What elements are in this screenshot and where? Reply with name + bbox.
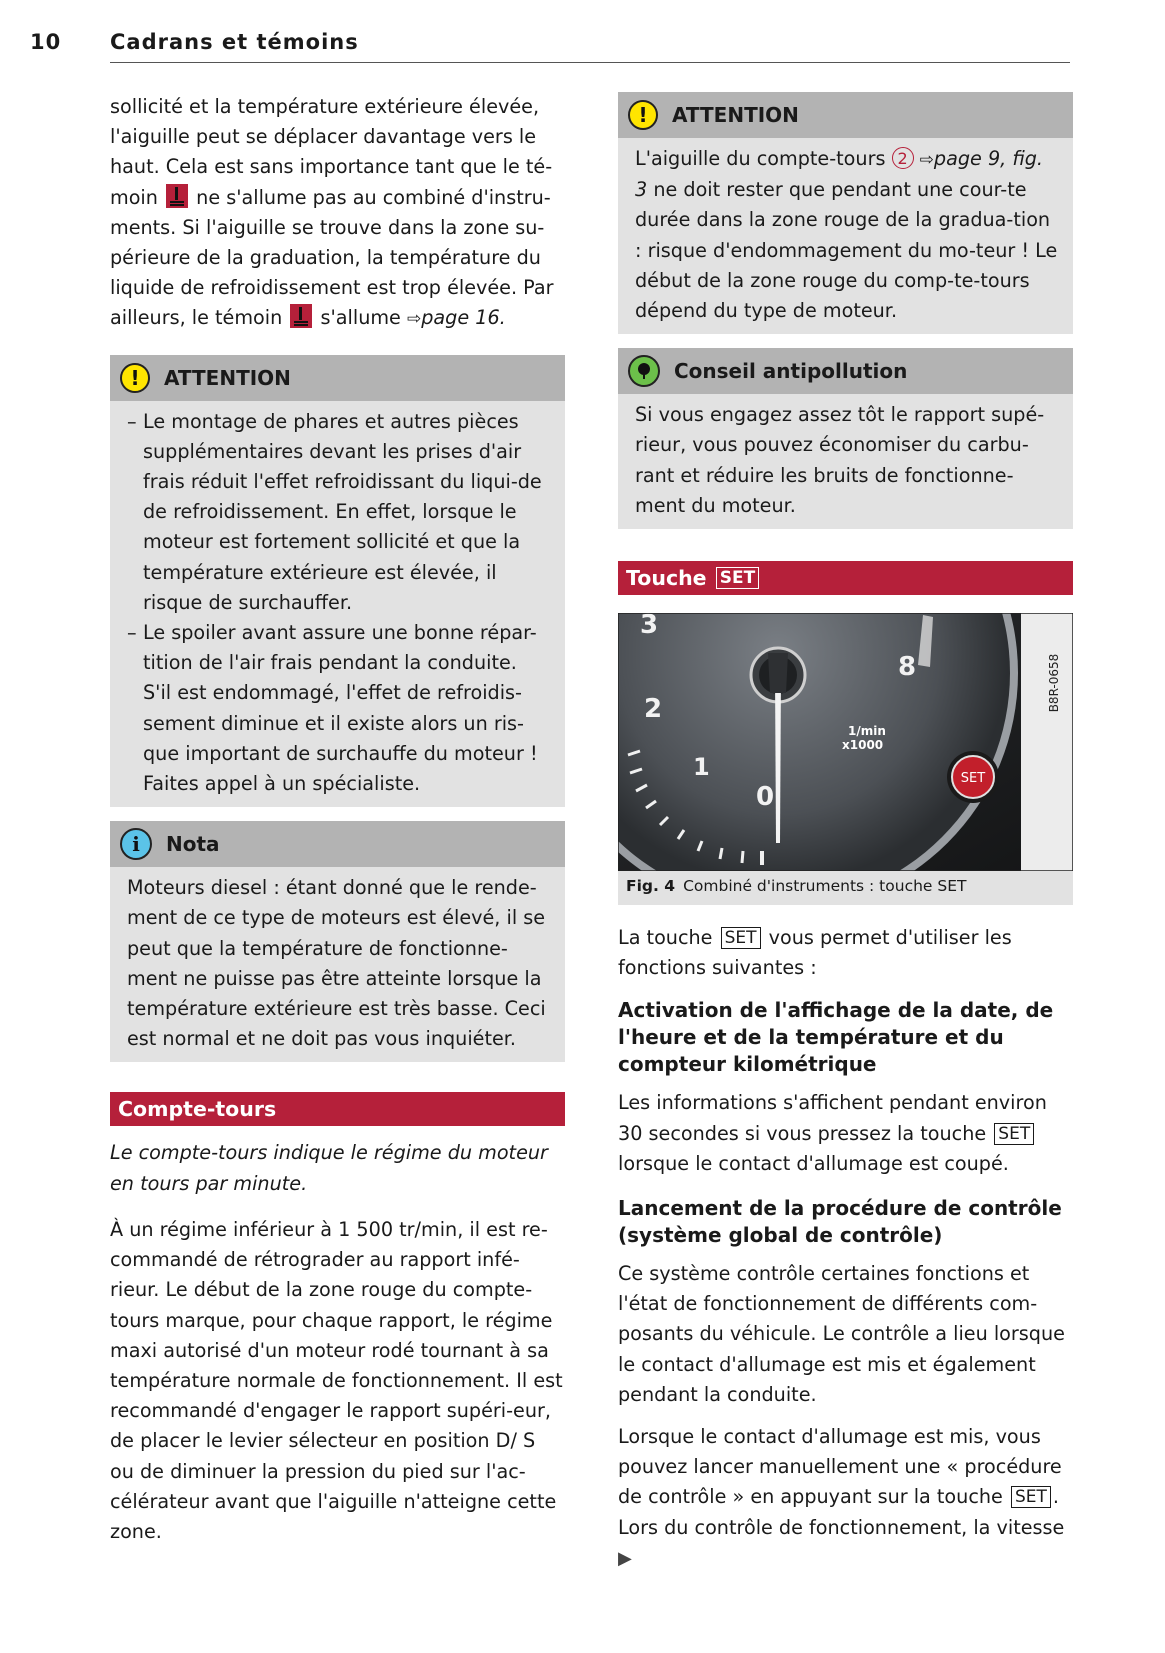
section-body: À un régime inférieur à 1 500 tr/min, il est re-commandé de rétrograder au rapport infé-rieur. Le début de la zone rouge du compte-tours marque, pour chaque rapport, le régime maxi autorisé d'un moteur rodé tournant à sa température normale de fonctionnement. Il est recommandé d'engager le rapport supéri-eur, de placer le levier sélecteur en position D/ S ou de diminuer la pression du pied sur l'ac-célérateur avant que l'aiguille n'atteigne cette zone.: [110, 1217, 563, 1543]
text-span: Lorsque le contact d'allumage est mis, vous pouvez lancer manuellement une « procédure de contrôle » en appuyant sur la touche: [618, 1425, 1062, 1509]
page-title: Cadrans et témoins: [110, 30, 359, 54]
warning-icon: !: [628, 100, 658, 130]
set-key-label: SET: [721, 927, 761, 949]
subheading: Activation de l'affichage de la date, de l'heure et de la température et du compteur kilométrique: [618, 998, 1054, 1077]
nota-header: [110, 821, 565, 867]
nota-box: [110, 821, 565, 1062]
left-column: [110, 92, 565, 1547]
subheading: Lancement de la procédure de contrôle (système global de contrôle): [618, 1196, 1062, 1248]
dash-bullet: –: [127, 621, 137, 645]
gauge-number: 0: [756, 782, 775, 813]
text-span: Lors du contrôle de fonctionnement, la vitesse: [618, 1515, 1065, 1539]
warning-icon: !: [120, 363, 150, 393]
gauge-unit: 1/min: [848, 724, 886, 739]
page-number: 10: [30, 30, 62, 54]
gauge-number: 3: [640, 613, 659, 641]
eco-body: Si vous engagez assez tôt le rapport supé-rieur, vous pouvez économiser du carbu-rant et réduire les bruits de fonctionne-ment du moteur.: [635, 403, 1045, 517]
text-span: La touche: [618, 926, 713, 950]
tree-glyph: [635, 362, 653, 380]
instrument-cluster-image: [618, 613, 1073, 871]
nota-title: Nota: [166, 832, 220, 857]
list-item-text: Le montage de phares et autres pièces supplémentaires devant les prises d'air frais réduit l'effet refroidissant du liqui-de de refroidissement. En effet, lorsque le moteur est fortement sollicité et que la température extérieure est élevée, il risque de surchauffer.: [143, 409, 542, 614]
figure-label: Fig. 4: [626, 877, 676, 896]
section-heading: Compte-tours: [110, 1092, 565, 1126]
list-item: [127, 618, 551, 799]
page-ref-arrow-icon: ⇨: [919, 150, 934, 170]
set-key-label: SET: [716, 567, 759, 589]
gauge-unit: x1000: [842, 738, 884, 753]
text-span: ne doit rester que pendant une cour-te durée dans la zone rouge de la gradua-tion : risque d'endommagement du mo-teur ! Le début de la zone rouge du comp-te-tours dépend du type de moteur.: [635, 178, 1058, 323]
gauge-number: 1: [693, 753, 710, 782]
attention-title: ATTENTION: [672, 103, 799, 127]
final-paragraph: Lorsque le contact d'allumage est mis, vous pouvez lancer manuellement une « procédure de contrôle » en appuyant sur la touche SET . Lors du contrôle de fonctionnement, la vitesse ▶: [618, 1425, 1065, 1569]
page-reference-link[interactable]: page 16.: [421, 306, 506, 330]
info-icon: i: [120, 828, 152, 860]
figure-4: [618, 613, 1073, 905]
set-intro: [618, 923, 1073, 983]
eco-box: [618, 348, 1073, 529]
dash-bullet: –: [127, 409, 137, 433]
coolant-temperature-icon: [290, 304, 312, 328]
text-span: vous permet d'utiliser les fonctions suivantes :: [618, 926, 1012, 980]
attention-header: [618, 92, 1073, 138]
attention-header: [110, 355, 565, 401]
coolant-temperature-icon: [166, 184, 188, 208]
figure-code: B8R-0658: [1047, 653, 1061, 713]
section-heading: [618, 561, 1073, 595]
callout-number: 2: [892, 147, 914, 169]
section-intro: Le compte-tours indique le régime du moteur en tours par minute.: [110, 1141, 548, 1195]
attention-box-right: [618, 92, 1073, 334]
tachometer-needle: [775, 673, 781, 843]
text-span: sollicité et la température extérieure élevée, l'aiguille peut se déplacer davantage vers le haut. Cela est sans importance tant que le té-moin: [110, 95, 553, 209]
eco-header: [618, 348, 1073, 394]
text-span: Les informations s'affichent pendant environ 30 secondes si vous pressez la touche: [618, 1091, 1047, 1145]
figure-caption-text: Combiné d'instruments : touche SET: [683, 877, 967, 896]
text-span: L'aiguille du compte-tours: [635, 147, 886, 170]
attention-body: [110, 401, 565, 808]
page-reference-link[interactable]: page 9, fig. 3: [635, 147, 1044, 202]
gauge-number: 2: [644, 694, 663, 725]
text-span: lorsque le contact d'allumage est coupé.: [618, 1151, 1009, 1175]
continue-arrow-icon: ▶: [618, 1547, 632, 1569]
set-key-label: SET: [1011, 1486, 1051, 1508]
right-column: [618, 92, 1073, 1574]
text-span: ne s'allume pas au combiné d'instru-ments. Si l'aiguille se trouve dans la zone su-périeure de la graduation, la température du liquide de refroidissement est trop élevée. Par ailleurs, le témoin: [110, 185, 554, 330]
attention-body: [618, 138, 1073, 334]
sub2-text: Ce système contrôle certaines fonctions et l'état de fonctionnement de différents com-posants du véhicule. Le contrôle a lieu lorsque le contact d'allumage est mis et également pendant la conduite.: [618, 1262, 1065, 1406]
needle-cap: [768, 653, 788, 693]
section-title: Touche: [626, 566, 707, 591]
nota-body: Moteurs diesel : étant donné que le rende-ment de ce type de moteurs est élevé, il se peut que la température de fonctionne-ment ne puisse pas être atteinte lorsque la température extérieure est très basse. Ceci est normal et ne doit pas vous inquiéter.: [127, 876, 546, 1051]
figure-code-strip: [1021, 613, 1073, 871]
page-ref-arrow-icon: ⇨: [406, 309, 422, 330]
attention-title: ATTENTION: [164, 365, 291, 390]
tree-icon: [628, 355, 660, 387]
header-rule: [110, 62, 1070, 63]
list-item-text: Le spoiler avant assure une bonne répar-tition de l'air frais pendant la conduite. S'il est endommagé, l'effet de refroidis-sement diminue et il existe alors un ris-que important de surchauffe du moteur ! Faites appel à un spécialiste.: [143, 621, 538, 796]
set-key-label: SET: [994, 1123, 1034, 1145]
set-button-label: SET: [960, 771, 986, 787]
sub1-text: [618, 1088, 1073, 1179]
intro-paragraph: [110, 92, 565, 335]
figure-caption: [618, 871, 1073, 905]
list-item: [127, 407, 551, 618]
eco-title: Conseil antipollution: [674, 359, 908, 384]
attention-box: [110, 355, 565, 808]
gauge-number: 8: [898, 652, 917, 683]
text-span: s'allume: [320, 306, 401, 330]
